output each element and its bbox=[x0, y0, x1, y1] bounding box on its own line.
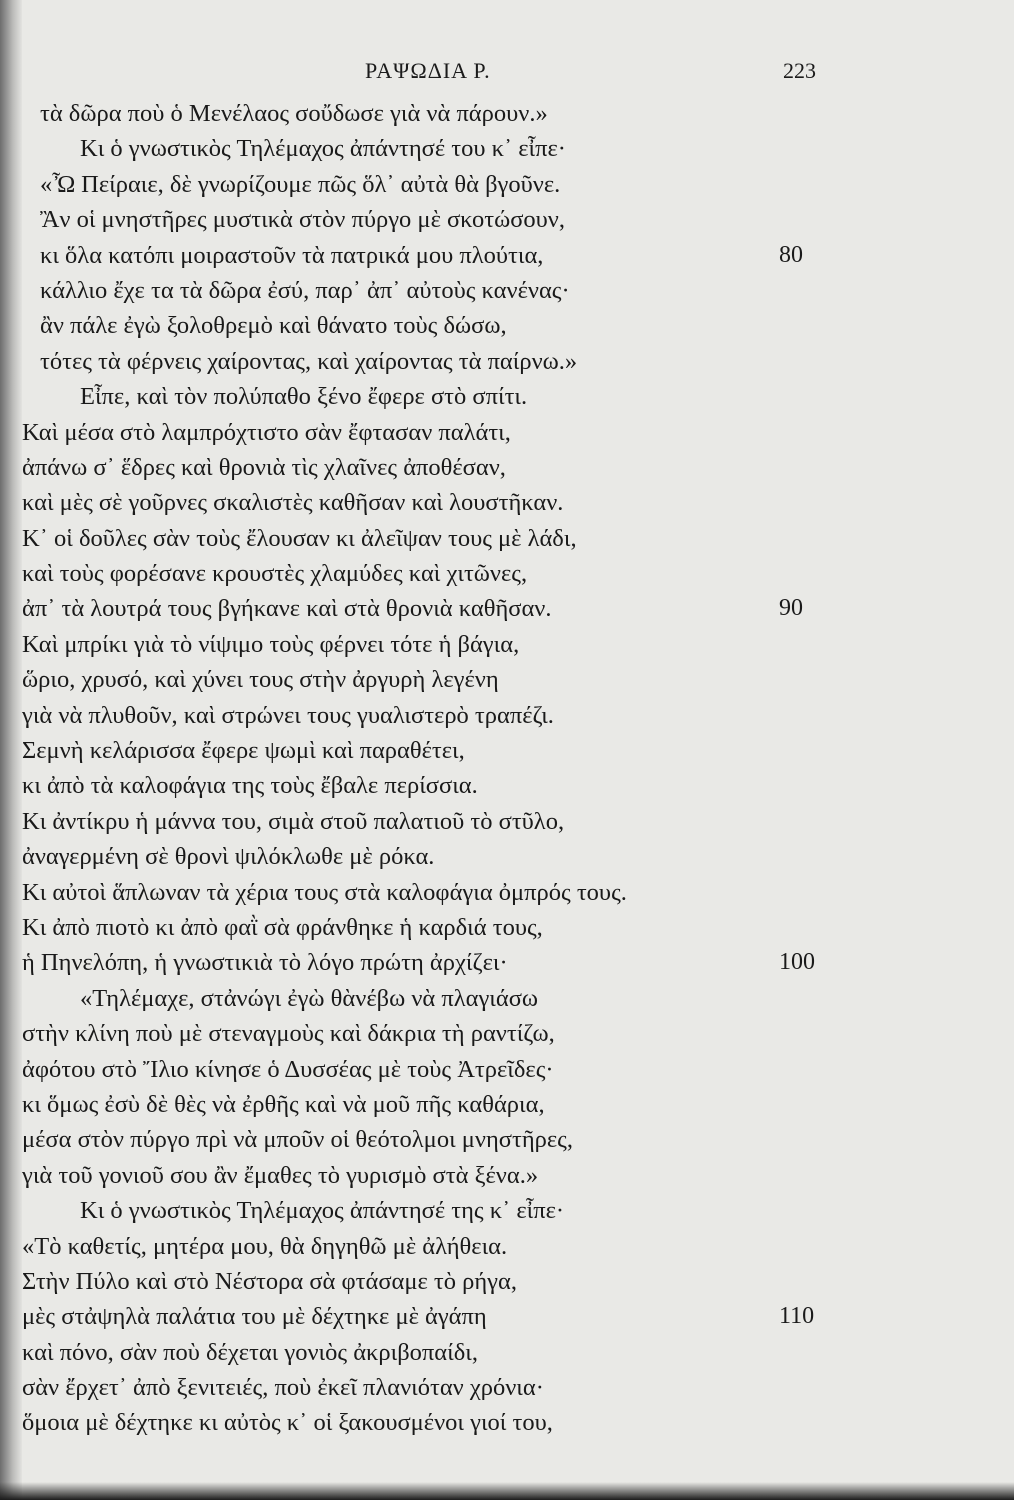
verse-text: ὅμοια μὲ δέχτηκε κι αὐτὸς κ᾿ οἱ ξακουσμένοι γιοί του, bbox=[22, 1409, 553, 1437]
verse-line bbox=[22, 238, 803, 273]
verse-text: τότες τὰ φέρνεις χαίροντας, καὶ χαίροντας τὰ παίρνω.» bbox=[40, 347, 578, 375]
verse-line bbox=[22, 379, 772, 414]
verse-text: Ἂν οἱ μνηστῆρες μυστικὰ στὸν πύργο μὲ σκοτώσουν, bbox=[40, 206, 566, 234]
poem-text bbox=[22, 96, 815, 1441]
line-number: 80 bbox=[779, 241, 803, 268]
verse-line bbox=[22, 1335, 772, 1370]
verse-text: ἀναγερμένη σὲ θρονὶ ψιλόκλωθε μὲ ρόκα. bbox=[22, 843, 435, 871]
verse-line bbox=[22, 167, 772, 202]
page-bottom-edge bbox=[0, 1482, 1014, 1500]
verse-text: μέσα στὸν πύργο πρὶ νὰ μποῦν οἱ θεότολμοι μνηστῆρες, bbox=[22, 1126, 574, 1154]
verse-line bbox=[22, 627, 772, 662]
verse-line bbox=[22, 1193, 772, 1228]
verse-line bbox=[22, 1158, 772, 1193]
verse-line bbox=[22, 733, 772, 768]
verse-line bbox=[22, 450, 772, 485]
verse-text: Κι ἀπὸ πιοτὸ κι ἀπὸ φαῒ σὰ φράνθηκε ἡ καρδιά τους, bbox=[22, 913, 543, 941]
verse-text: κι ὅλα κατόπι μοιραστοῦν τὰ πατρικά μου πλούτια, bbox=[40, 241, 544, 269]
verse-text: ἀπ᾿ τὰ λουτρά τους βγήκανε καὶ στὰ θρονιὰ καθῆσαν. bbox=[22, 595, 552, 623]
verse-line bbox=[22, 131, 772, 166]
verse-line bbox=[22, 945, 815, 980]
verse-text: καὶ πόνο, σὰν ποὺ δέχεται γονιὸς ἀκριβοπαίδι, bbox=[22, 1338, 478, 1366]
verse-line bbox=[22, 273, 772, 308]
verse-text: μὲς στἀψηλὰ παλάτια του μὲ δέχτηκε μὲ ἀγάπη bbox=[22, 1303, 487, 1331]
verse-line bbox=[22, 1264, 772, 1299]
verse-text: Εἶπε, καὶ τὸν πολύπαθο ξένο ἔφερε στὸ σπίτι. bbox=[80, 383, 528, 411]
verse-text: Κι ὁ γνωστικὸς Τηλέμαχος ἀπάντησέ του κ᾿ εἶπε· bbox=[80, 135, 566, 163]
verse-line bbox=[22, 1122, 772, 1157]
verse-line bbox=[22, 1052, 772, 1087]
verse-text: Κι αὐτοὶ ἅπλωναν τὰ χέρια τους στὰ καλοφάγια ὀμπρός τους. bbox=[22, 878, 627, 906]
verse-text: ἂν πάλε ἐγὼ ξολοθρεμὸ καὶ θάνατο τοὺς δώσω, bbox=[40, 312, 507, 340]
verse-text: σὰν ἔρχετ᾿ ἀπὸ ξενιτειές, ποὺ ἐκεῖ πλανιόταν χρόνια· bbox=[22, 1374, 544, 1402]
verse-text: ὥριο, χρυσό, καὶ χύνει τους στὴν ἀργυρὴ λεγένη bbox=[22, 666, 499, 694]
line-number: 110 bbox=[779, 1303, 815, 1330]
verse-text: στὴν κλίνη ποὺ μὲ στεναγμοὺς καὶ δάκρια τὴ ραντίζω, bbox=[22, 1020, 555, 1048]
verse-text: Κι ἀντίκρυ ἡ μάννα του, σιμὰ στοῦ παλατιοῦ τὸ στῦλο, bbox=[22, 807, 565, 835]
verse-text: τὰ δῶρα ποὺ ὁ Μενέλαος σοὔδωσε γιὰ νὰ πάρουν.» bbox=[40, 100, 548, 127]
verse-line bbox=[22, 981, 772, 1016]
verse-text: γιὰ νὰ πλυθοῦν, καὶ στρώνει τους γυαλιστερὸ τραπέζι. bbox=[22, 701, 554, 729]
verse-line bbox=[22, 202, 772, 237]
verse-text: κι ἀπὸ τὰ καλοφάγια της τοὺς ἔβαλε περίσσια. bbox=[22, 772, 478, 800]
verse-line bbox=[22, 1087, 772, 1122]
verse-text: Καὶ μπρίκι γιὰ τὸ νίψιμο τοὺς φέρνει τότε ἡ βάγια, bbox=[22, 630, 520, 658]
verse-text: Σεμνὴ κελάρισσα ἔφερε ψωμὶ καὶ παραθέτει, bbox=[22, 737, 465, 765]
verse-line bbox=[22, 875, 772, 910]
binding-shadow bbox=[0, 0, 22, 1500]
verse-text: ἀφότου στὸ Ἴλιο κίνησε ὁ Δυσσέας μὲ τοὺς Ἀτρεῖδες· bbox=[22, 1055, 554, 1083]
verse-line bbox=[22, 485, 772, 520]
verse-line bbox=[22, 1299, 815, 1334]
verse-line bbox=[22, 910, 772, 945]
verse-line bbox=[22, 1370, 772, 1405]
verse-text: γιὰ τοῦ γονιοῦ σου ἂν ἔμαθες τὸ γυρισμὸ στὰ ξένα.» bbox=[22, 1161, 539, 1189]
verse-text: Κι ὁ γνωστικὸς Τηλέμαχος ἀπάντησέ της κ᾿ εἶπε· bbox=[80, 1197, 565, 1225]
verse-line bbox=[22, 1229, 772, 1264]
verse-line bbox=[22, 415, 772, 450]
verse-text: Κ᾿ οἱ δοῦλες σὰν τοὺς ἔλουσαν κι ἀλεῖψαν τους μὲ λάδι, bbox=[22, 524, 577, 552]
verse-text: ἡ Πηνελόπη, ἡ γνωστικιὰ τὸ λόγο πρώτη ἀρχίζει· bbox=[22, 949, 508, 977]
verse-text: Στὴν Πύλο καὶ στὸ Νέστορα σὰ φτάσαμε τὸ ρήγα, bbox=[22, 1267, 517, 1295]
verse-line bbox=[22, 839, 772, 874]
verse-line bbox=[22, 804, 772, 839]
line-number: 100 bbox=[779, 949, 815, 976]
verse-text: «Τὸ καθετίς, μητέρα μου, θὰ δηγηθῶ μὲ ἀλήθεια. bbox=[22, 1232, 508, 1260]
verse-line bbox=[22, 1405, 772, 1440]
verse-line bbox=[22, 556, 772, 591]
running-head bbox=[0, 58, 1014, 88]
verse-line bbox=[22, 521, 772, 556]
verse-line bbox=[22, 662, 772, 697]
verse-line bbox=[22, 768, 772, 803]
verse-line bbox=[22, 96, 772, 131]
verse-text: «Τηλέμαχε, στἀνώγι ἐγὼ θὰνέβω νὰ πλαγιάσω bbox=[80, 984, 539, 1012]
verse-line bbox=[22, 344, 772, 379]
page-number: 223 bbox=[783, 58, 816, 83]
verse-text: καὶ τοὺς φορέσανε κρουστὲς χλαμύδες καὶ χιτῶνες, bbox=[22, 560, 528, 588]
verse-text: κάλλιο ἔχε τα τὰ δῶρα ἐσύ, παρ᾿ ἀπ᾿ αὐτοὺς κανένας· bbox=[40, 276, 570, 304]
verse-text: κι ὅμως ἐσὺ δὲ θὲς νὰ ἐρθῆς καὶ νὰ μοῦ πῆς καθάρια, bbox=[22, 1090, 545, 1118]
verse-text: ἀπάνω σ᾿ ἕδρες καὶ θρονιὰ τὶς χλαῖνες ἀποθέσαν, bbox=[22, 453, 506, 481]
verse-text: Καὶ μέσα στὸ λαμπρόχτιστο σὰν ἔφτασαν παλάτι, bbox=[22, 418, 511, 446]
line-number: 90 bbox=[779, 595, 803, 622]
verse-line bbox=[22, 1016, 772, 1051]
verse-line bbox=[22, 591, 803, 626]
verse-text: καὶ μὲς σὲ γοῦρνες σκαλιστὲς καθῆσαν καὶ λουστῆκαν. bbox=[22, 489, 564, 517]
verse-line bbox=[22, 308, 772, 343]
verse-text: «Ὦ Πείραιε, δὲ γνωρίζουμε πῶς ὅλ᾿ αὐτὰ θὰ βγοῦνε. bbox=[40, 170, 561, 198]
verse-line bbox=[22, 698, 772, 733]
running-title: ΡΑΨΩΔΙΑ Ρ. bbox=[365, 58, 491, 83]
